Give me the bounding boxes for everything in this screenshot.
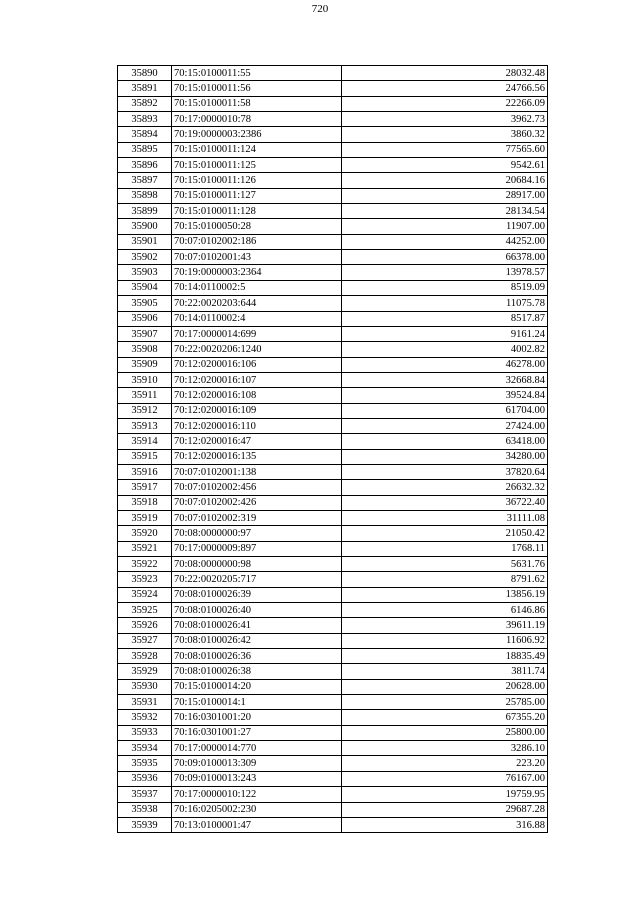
cadastral-number-cell: 70:15:0100014:1 (172, 695, 342, 710)
table-row (118, 649, 548, 664)
table-row (118, 587, 548, 602)
row-number-cell: 35917 (118, 480, 172, 495)
row-number-cell: 35936 (118, 771, 172, 786)
row-number-cell: 35910 (118, 372, 172, 387)
row-number-cell: 35900 (118, 219, 172, 234)
cadastral-number-cell: 70:22:0020205:717 (172, 572, 342, 587)
cadastral-number-cell: 70:07:0102002:426 (172, 495, 342, 510)
row-number-cell: 35909 (118, 357, 172, 372)
cadastral-number-cell: 70:16:0301001:27 (172, 725, 342, 740)
table-row (118, 296, 548, 311)
cadastral-number-cell: 70:14:0110002:4 (172, 311, 342, 326)
table-row (118, 127, 548, 142)
value-cell: 3860.32 (342, 127, 548, 142)
value-cell: 22266.09 (342, 96, 548, 111)
table-row (118, 480, 548, 495)
row-number-cell: 35930 (118, 679, 172, 694)
value-cell: 67355.20 (342, 710, 548, 725)
cadastral-number-cell: 70:08:0100026:40 (172, 603, 342, 618)
cadastral-number-cell: 70:08:0100026:38 (172, 664, 342, 679)
table-row (118, 388, 548, 403)
row-number-cell: 35907 (118, 326, 172, 341)
row-number-cell: 35897 (118, 173, 172, 188)
value-cell: 8517.87 (342, 311, 548, 326)
value-cell: 3811.74 (342, 664, 548, 679)
table-row (118, 725, 548, 740)
table-row (118, 741, 548, 756)
table-row (118, 311, 548, 326)
cadastral-number-cell: 70:08:0000000:97 (172, 526, 342, 541)
row-number-cell: 35915 (118, 449, 172, 464)
cadastral-number-cell: 70:08:0100026:41 (172, 618, 342, 633)
row-number-cell: 35926 (118, 618, 172, 633)
value-cell: 39524.84 (342, 388, 548, 403)
cadastral-number-cell: 70:17:0000014:699 (172, 326, 342, 341)
table-row (118, 158, 548, 173)
table-row (118, 510, 548, 525)
table-row (118, 219, 548, 234)
value-cell: 223.20 (342, 756, 548, 771)
table-row (118, 403, 548, 418)
row-number-cell: 35935 (118, 756, 172, 771)
row-number-cell: 35902 (118, 250, 172, 265)
table-row (118, 449, 548, 464)
row-number-cell: 35892 (118, 96, 172, 111)
row-number-cell: 35919 (118, 510, 172, 525)
table-body (118, 66, 548, 833)
cadastral-number-cell: 70:15:0100011:128 (172, 204, 342, 219)
cadastral-number-cell: 70:07:0102001:43 (172, 250, 342, 265)
table-row (118, 633, 548, 648)
cadastral-number-cell: 70:08:0100026:36 (172, 649, 342, 664)
cadastral-number-cell: 70:07:0102001:138 (172, 464, 342, 479)
value-cell: 28032.48 (342, 66, 548, 81)
row-number-cell: 35932 (118, 710, 172, 725)
cadastral-number-cell: 70:17:0000014:770 (172, 741, 342, 756)
table-row (118, 173, 548, 188)
row-number-cell: 35893 (118, 112, 172, 127)
row-number-cell: 35938 (118, 802, 172, 817)
cadastral-number-cell: 70:22:0020206:1240 (172, 342, 342, 357)
value-cell: 39611.19 (342, 618, 548, 633)
row-number-cell: 35921 (118, 541, 172, 556)
cadastral-number-cell: 70:17:0000010:122 (172, 787, 342, 802)
table-row (118, 787, 548, 802)
value-cell: 3286.10 (342, 741, 548, 756)
value-cell: 27424.00 (342, 418, 548, 433)
value-cell: 6146.86 (342, 603, 548, 618)
cadastral-number-cell: 70:16:0205002:230 (172, 802, 342, 817)
table-row (118, 802, 548, 817)
row-number-cell: 35890 (118, 66, 172, 81)
table-row (118, 96, 548, 111)
value-cell: 8791.62 (342, 572, 548, 587)
table-row (118, 188, 548, 203)
value-cell: 34280.00 (342, 449, 548, 464)
value-cell: 20684.16 (342, 173, 548, 188)
row-number-cell: 35918 (118, 495, 172, 510)
cadastral-number-cell: 70:15:0100011:56 (172, 81, 342, 96)
row-number-cell: 35927 (118, 633, 172, 648)
value-cell: 32668.84 (342, 372, 548, 387)
page-number: 720 (311, 3, 329, 15)
table-row (118, 817, 548, 832)
cadastral-number-cell: 70:19:0000003:2364 (172, 265, 342, 280)
table-row (118, 541, 548, 556)
row-number-cell: 35931 (118, 695, 172, 710)
table-row (118, 603, 548, 618)
table-row (118, 572, 548, 587)
table-row (118, 265, 548, 280)
cadastral-number-cell: 70:15:0100011:124 (172, 142, 342, 157)
row-number-cell: 35914 (118, 434, 172, 449)
table-row (118, 280, 548, 295)
value-cell: 28134.54 (342, 204, 548, 219)
table-row (118, 81, 548, 96)
table-row (118, 664, 548, 679)
value-cell: 61704.00 (342, 403, 548, 418)
table-row (118, 695, 548, 710)
value-cell: 77565.60 (342, 142, 548, 157)
row-number-cell: 35924 (118, 587, 172, 602)
value-cell: 25785.00 (342, 695, 548, 710)
value-cell: 37820.64 (342, 464, 548, 479)
cadastral-number-cell: 70:13:0100001:47 (172, 817, 342, 832)
row-number-cell: 35898 (118, 188, 172, 203)
cadastral-number-cell: 70:19:0000003:2386 (172, 127, 342, 142)
table-row (118, 418, 548, 433)
cadastral-number-cell: 70:22:0020203:644 (172, 296, 342, 311)
table-row (118, 357, 548, 372)
registry-table (117, 65, 548, 833)
cadastral-number-cell: 70:12:0200016:107 (172, 372, 342, 387)
cadastral-number-cell: 70:09:0100013:309 (172, 756, 342, 771)
cadastral-number-cell: 70:08:0100026:42 (172, 633, 342, 648)
cadastral-number-cell: 70:12:0200016:110 (172, 418, 342, 433)
cadastral-number-cell: 70:15:0100011:55 (172, 66, 342, 81)
cadastral-number-cell: 70:08:0000000:98 (172, 557, 342, 572)
table-row (118, 66, 548, 81)
value-cell: 18835.49 (342, 649, 548, 664)
cadastral-number-cell: 70:15:0100011:58 (172, 96, 342, 111)
row-number-cell: 35904 (118, 280, 172, 295)
table-row (118, 142, 548, 157)
table-row (118, 618, 548, 633)
value-cell: 4002.82 (342, 342, 548, 357)
value-cell: 24766.56 (342, 81, 548, 96)
value-cell: 36722.40 (342, 495, 548, 510)
row-number-cell: 35939 (118, 817, 172, 832)
cadastral-number-cell: 70:15:0100011:127 (172, 188, 342, 203)
value-cell: 13856.19 (342, 587, 548, 602)
row-number-cell: 35912 (118, 403, 172, 418)
row-number-cell: 35934 (118, 741, 172, 756)
cadastral-number-cell: 70:12:0200016:47 (172, 434, 342, 449)
row-number-cell: 35925 (118, 603, 172, 618)
cadastral-number-cell: 70:07:0102002:319 (172, 510, 342, 525)
value-cell: 9161.24 (342, 326, 548, 341)
row-number-cell: 35937 (118, 787, 172, 802)
table-row (118, 495, 548, 510)
row-number-cell: 35905 (118, 296, 172, 311)
table-row (118, 557, 548, 572)
value-cell: 46278.00 (342, 357, 548, 372)
cadastral-number-cell: 70:07:0102002:456 (172, 480, 342, 495)
row-number-cell: 35922 (118, 557, 172, 572)
table-row (118, 250, 548, 265)
value-cell: 11907.00 (342, 219, 548, 234)
value-cell: 19759.95 (342, 787, 548, 802)
value-cell: 1768.11 (342, 541, 548, 556)
row-number-cell: 35901 (118, 234, 172, 249)
table-row (118, 234, 548, 249)
table-row (118, 679, 548, 694)
cadastral-number-cell: 70:14:0110002:5 (172, 280, 342, 295)
row-number-cell: 35899 (118, 204, 172, 219)
row-number-cell: 35911 (118, 388, 172, 403)
table-row (118, 756, 548, 771)
row-number-cell: 35903 (118, 265, 172, 280)
value-cell: 76167.00 (342, 771, 548, 786)
row-number-cell: 35891 (118, 81, 172, 96)
value-cell: 29687.28 (342, 802, 548, 817)
cadastral-number-cell: 70:17:0000009:897 (172, 541, 342, 556)
table-row (118, 204, 548, 219)
row-number-cell: 35929 (118, 664, 172, 679)
row-number-cell: 35916 (118, 464, 172, 479)
cadastral-number-cell: 70:12:0200016:108 (172, 388, 342, 403)
row-number-cell: 35895 (118, 142, 172, 157)
value-cell: 31111.08 (342, 510, 548, 525)
table-row (118, 771, 548, 786)
row-number-cell: 35896 (118, 158, 172, 173)
table-row (118, 326, 548, 341)
value-cell: 63418.00 (342, 434, 548, 449)
cadastral-number-cell: 70:12:0200016:135 (172, 449, 342, 464)
table-row (118, 710, 548, 725)
row-number-cell: 35920 (118, 526, 172, 541)
cadastral-number-cell: 70:12:0200016:106 (172, 357, 342, 372)
table-row (118, 112, 548, 127)
cadastral-number-cell: 70:15:0100011:126 (172, 173, 342, 188)
cadastral-number-cell: 70:16:0301001:20 (172, 710, 342, 725)
cadastral-number-cell: 70:15:0100050:28 (172, 219, 342, 234)
table-row (118, 526, 548, 541)
value-cell: 66378.00 (342, 250, 548, 265)
row-number-cell: 35923 (118, 572, 172, 587)
value-cell: 28917.00 (342, 188, 548, 203)
cadastral-number-cell: 70:15:0100014:20 (172, 679, 342, 694)
value-cell: 44252.00 (342, 234, 548, 249)
value-cell: 5631.76 (342, 557, 548, 572)
value-cell: 13978.57 (342, 265, 548, 280)
row-number-cell: 35913 (118, 418, 172, 433)
value-cell: 21050.42 (342, 526, 548, 541)
row-number-cell: 35906 (118, 311, 172, 326)
table-row (118, 372, 548, 387)
value-cell: 25800.00 (342, 725, 548, 740)
cadastral-number-cell: 70:07:0102002:186 (172, 234, 342, 249)
table-row (118, 434, 548, 449)
table-row (118, 342, 548, 357)
value-cell: 26632.32 (342, 480, 548, 495)
value-cell: 3962.73 (342, 112, 548, 127)
value-cell: 8519.09 (342, 280, 548, 295)
value-cell: 20628.00 (342, 679, 548, 694)
value-cell: 9542.61 (342, 158, 548, 173)
cadastral-number-cell: 70:15:0100011:125 (172, 158, 342, 173)
cadastral-number-cell: 70:08:0100026:39 (172, 587, 342, 602)
row-number-cell: 35933 (118, 725, 172, 740)
value-cell: 11075.78 (342, 296, 548, 311)
row-number-cell: 35908 (118, 342, 172, 357)
cadastral-number-cell: 70:12:0200016:109 (172, 403, 342, 418)
cadastral-number-cell: 70:17:0000010:78 (172, 112, 342, 127)
row-number-cell: 35928 (118, 649, 172, 664)
row-number-cell: 35894 (118, 127, 172, 142)
value-cell: 11606.92 (342, 633, 548, 648)
cadastral-number-cell: 70:09:0100013:243 (172, 771, 342, 786)
table-row (118, 464, 548, 479)
value-cell: 316.88 (342, 817, 548, 832)
